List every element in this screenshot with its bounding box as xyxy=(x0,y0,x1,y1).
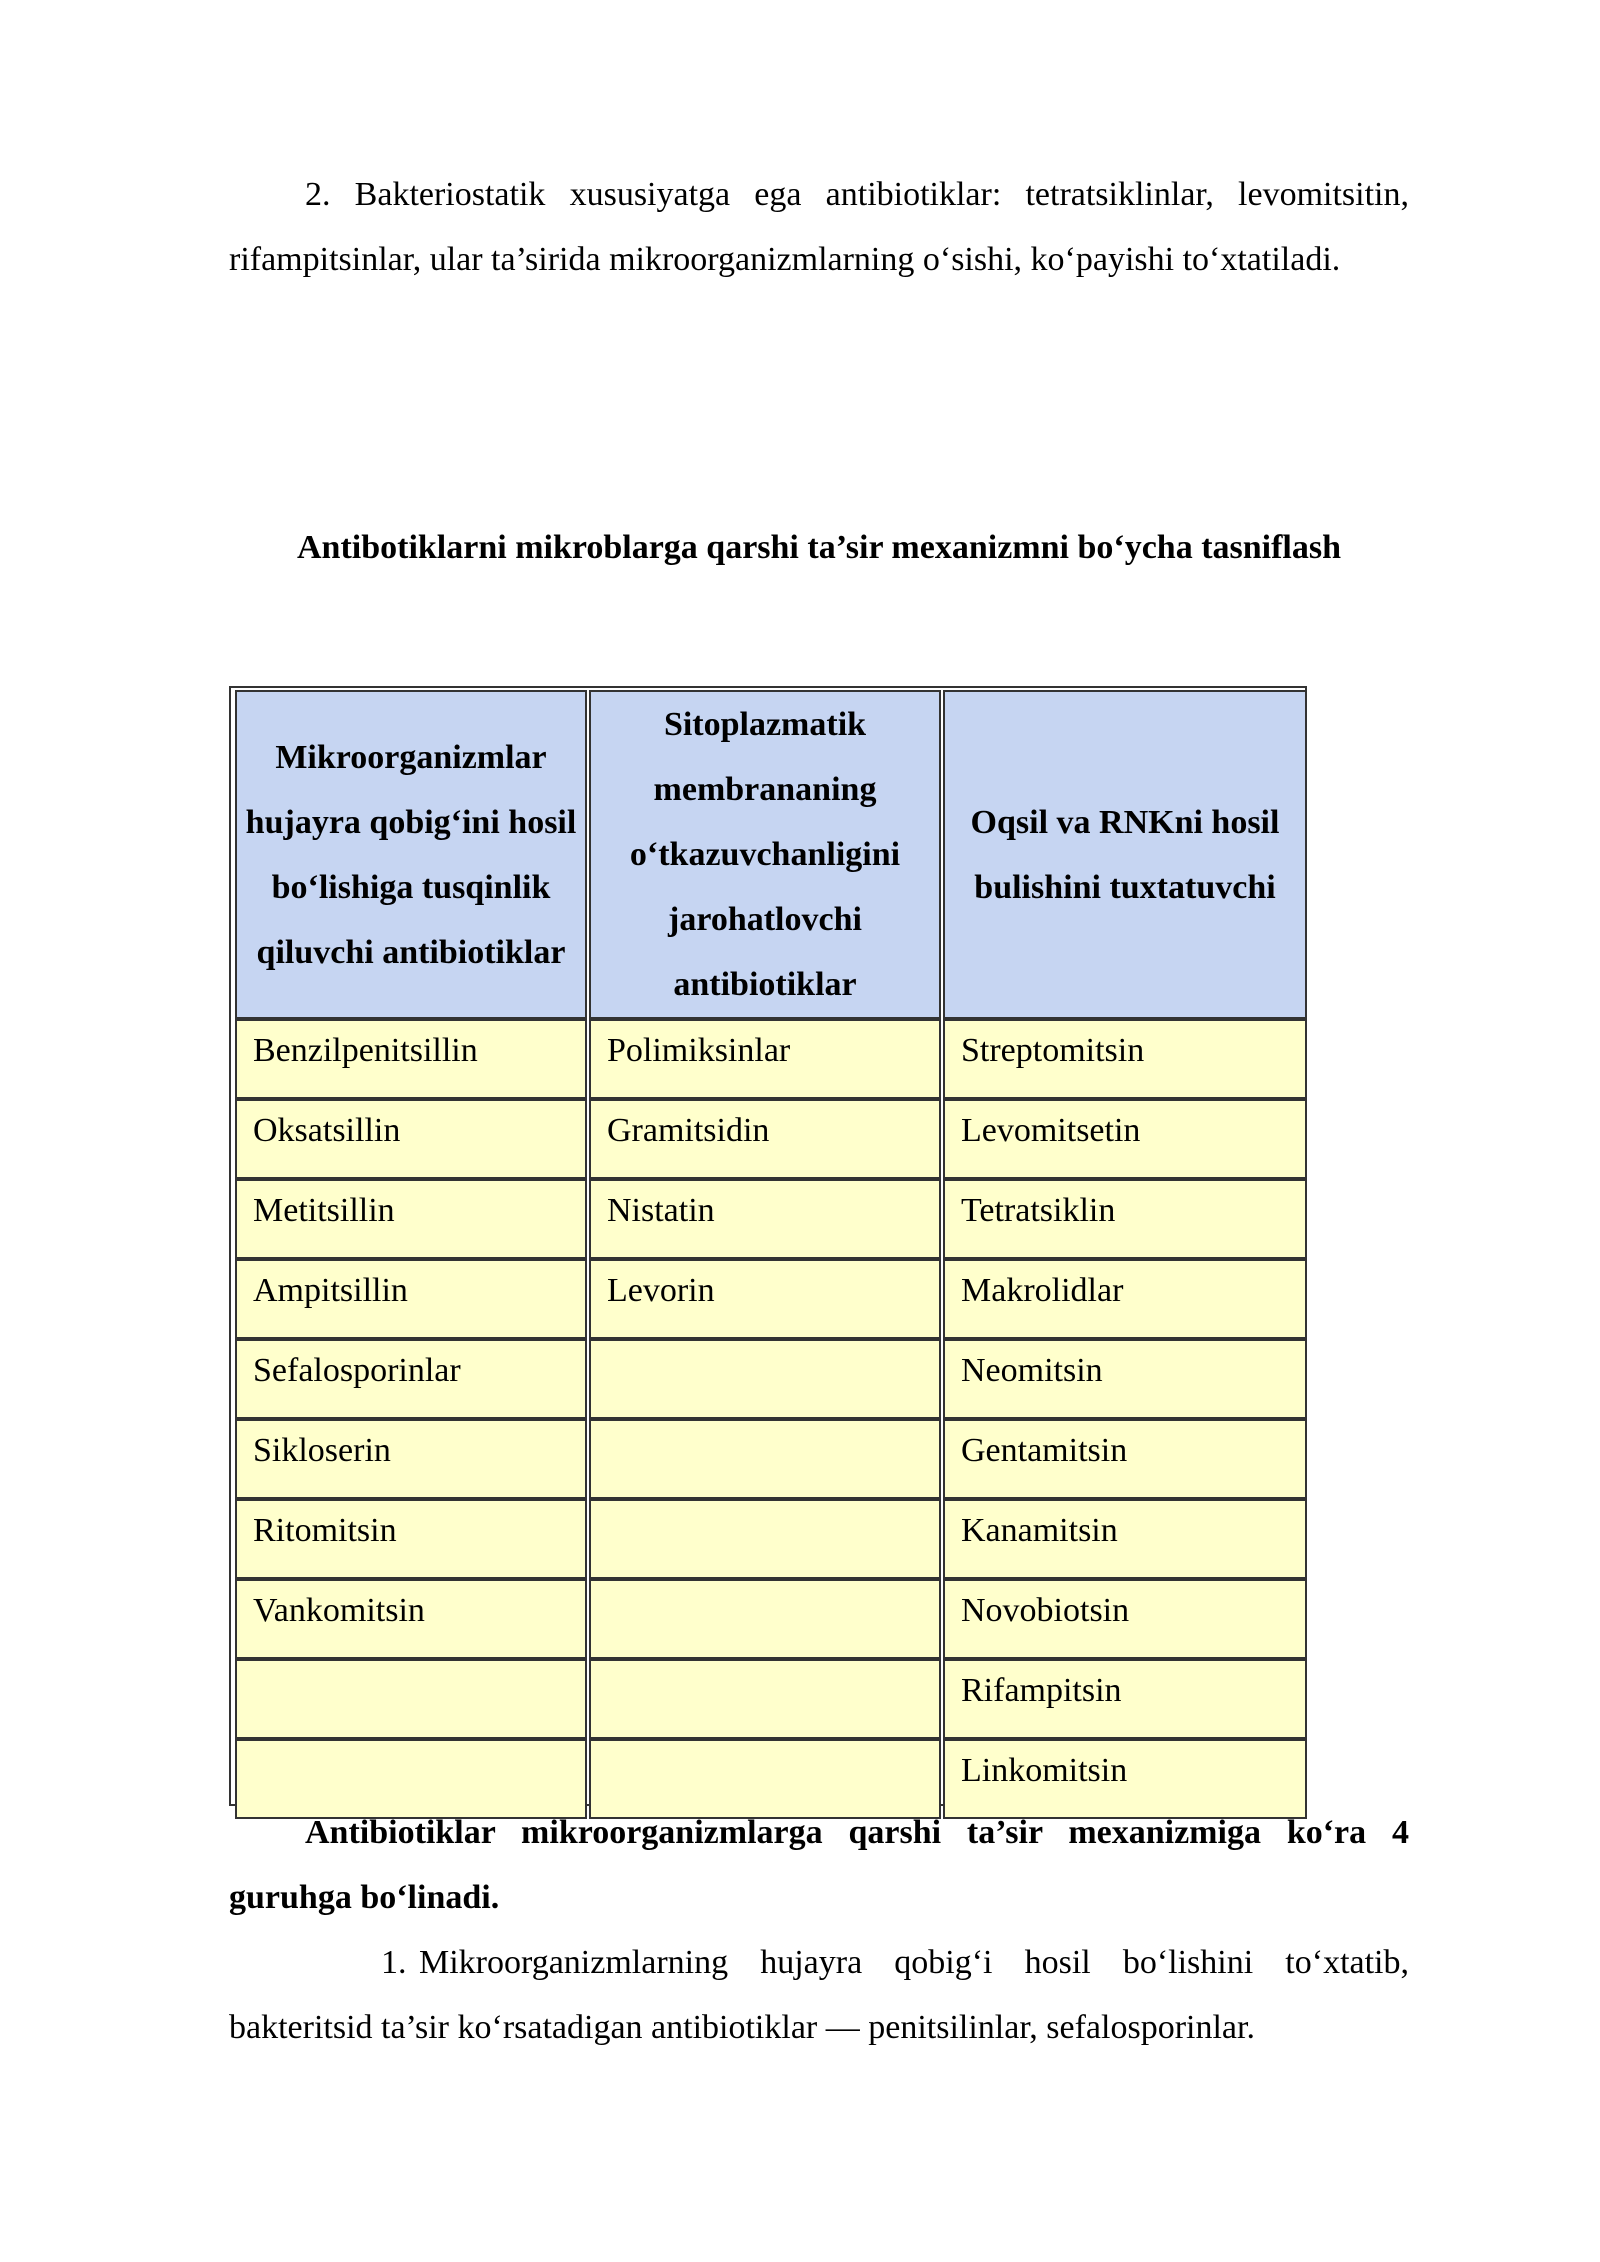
table-cell xyxy=(589,1419,941,1499)
paragraph-summary-bold: Antibiotiklar mikroorganizmlarga qarshi ta’sir mexanizmiga ko‘ra 4 guruhga bo‘linadi. xyxy=(229,1814,1409,1916)
table-cell: Levorin xyxy=(589,1259,941,1339)
table-cell: Oksatsillin xyxy=(235,1099,587,1179)
table-row xyxy=(235,1499,1307,1579)
table-header-row xyxy=(235,690,1307,1019)
table-cell: Gramitsidin xyxy=(589,1099,941,1179)
table-cell: Kanamitsin xyxy=(943,1499,1307,1579)
header-cell-protein-rna: Oqsil va RNKni hosil bulishini tuxtatuvchi xyxy=(943,690,1307,1019)
header-cell-membrane: Sitoplazmatik membrananing o‘tkazuvchanligini jarohatlovchi antibiotiklar xyxy=(589,690,941,1019)
table-row xyxy=(235,1019,1307,1099)
table-cell: Linkomitsin xyxy=(943,1739,1307,1819)
table-cell: Ampitsillin xyxy=(235,1259,587,1339)
header-cell-cell-wall: Mikroorganizmlar hujayra qobig‘ini hosil bo‘lishiga tusqinlik qiluvchi antibiotiklar xyxy=(235,690,587,1019)
table-cell: Polimiksinlar xyxy=(589,1019,941,1099)
table-cell: Neomitsin xyxy=(943,1339,1307,1419)
table-cell xyxy=(589,1659,941,1739)
table-row xyxy=(235,1339,1307,1419)
table-cell: Sefalosporinlar xyxy=(235,1339,587,1419)
table-cell: Makrolidlar xyxy=(943,1259,1307,1339)
table-cell: Ritomitsin xyxy=(235,1499,587,1579)
table-cell: Nistatin xyxy=(589,1179,941,1259)
table-row xyxy=(235,1099,1307,1179)
table-row xyxy=(235,1259,1307,1339)
table-cell: Gentamitsin xyxy=(943,1419,1307,1499)
antibiotics-table xyxy=(229,686,1307,1806)
table-cell xyxy=(589,1499,941,1579)
table-row xyxy=(235,1419,1307,1499)
table-heading: Antibotiklarni mikroblarga qarshi ta’sir mexanizmni bo‘ycha tasniflash xyxy=(296,529,1342,566)
paragraph-item-1-text: Mikroorganizmlarning hujayra qobig‘i hosil bo‘lishini to‘xtatib, bakteritsid ta’sir ko‘rsatadigan antibiotiklar — penitsilinlar, sefalosporinlar. xyxy=(229,1944,1409,2046)
table-cell xyxy=(589,1579,941,1659)
table-row xyxy=(235,1659,1307,1739)
table-cell: Rifampitsin xyxy=(943,1659,1307,1739)
table-cell xyxy=(235,1659,587,1739)
table-cell: Streptomitsin xyxy=(943,1019,1307,1099)
table-row xyxy=(235,1179,1307,1259)
paragraph-bacteriostatic: 2. Bakteriostatik xususiyatga ega antibiotiklar: tetratsiklinlar, levomitsitin, rifampitsinlar, ular ta’sirida mikroorganizmlarning o‘sishi, ko‘payishi to‘xtatiladi. xyxy=(229,176,1409,278)
list-number: 1. xyxy=(381,1944,407,1981)
table-cell: Tetratsiklin xyxy=(943,1179,1307,1259)
table-cell: Benzilpenitsillin xyxy=(235,1019,587,1099)
table-cell xyxy=(589,1339,941,1419)
paragraph-item-1 xyxy=(229,1930,1409,2060)
table-cell: Vankomitsin xyxy=(235,1579,587,1659)
table-cell: Sikloserin xyxy=(235,1419,587,1499)
table-cell: Novobiotsin xyxy=(943,1579,1307,1659)
table-cell: Metitsillin xyxy=(235,1179,587,1259)
table-row xyxy=(235,1579,1307,1659)
table-cell: Levomitsetin xyxy=(943,1099,1307,1179)
